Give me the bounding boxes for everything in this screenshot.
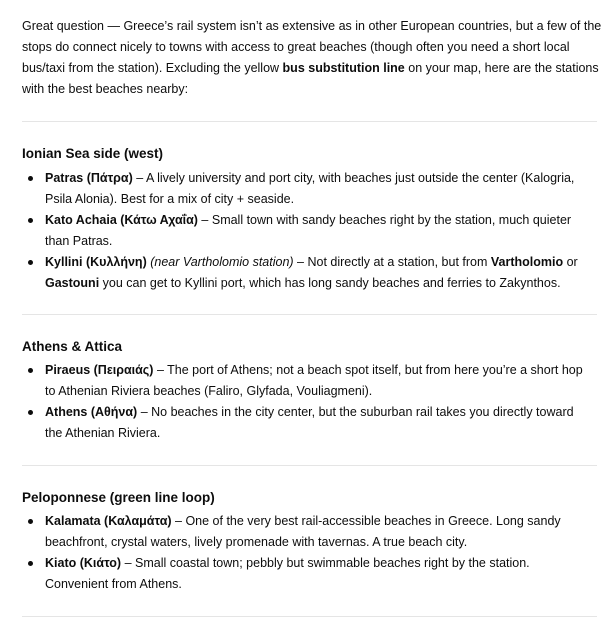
divider (22, 616, 597, 617)
list-item (22, 402, 594, 444)
list-item (22, 360, 594, 402)
intro-text-end: on your map, here are the stations with the best beaches nearby: (22, 61, 599, 96)
list-item (22, 210, 594, 252)
bullet-icon (28, 218, 33, 223)
section-title-peloponnese: Peloponnese (green line loop) (22, 490, 215, 505)
station-note: (near Vartholomio station) (146, 255, 294, 269)
bullet-icon (28, 260, 33, 265)
list-item (22, 252, 594, 294)
intro-paragraph (22, 16, 604, 100)
station-description: you can get to Kyllini port, which has long sandy beaches and ferries to Zakynthos. (99, 276, 561, 290)
station-name-gastouni: Gastouni (45, 276, 100, 290)
list-ionian (22, 168, 594, 294)
section-title-athens: Athens & Attica (22, 339, 123, 354)
station-name: Piraeus (Πειραιάς) (45, 363, 154, 377)
list-athens (22, 360, 594, 444)
intro-bold-text: bus substitution line (282, 61, 405, 75)
station-name: Kalamata (Καλαμάτα) (45, 514, 172, 528)
intro-text: Great question — Greece’s rail system isn’t as extensive as in other European countries, but a few of the stops do connect nicely to towns with access to great beaches (though often you need a short local bus/taxi from the station). Excluding the yellow (22, 19, 602, 75)
station-description: – One of the very best rail-accessible beaches in Greece. Long sandy beachfront, crystal waters, lively promenade with tavernas. A true beach city. (45, 514, 561, 549)
station-name: Kiato (Κιάτο) (45, 556, 122, 570)
station-description: – Not directly at a station, but from (293, 255, 491, 269)
bullet-icon (28, 519, 33, 524)
station-name: Kyllini (Κυλλήνη) (45, 255, 147, 269)
station-name-vartholomio: Vartholomio (490, 255, 564, 269)
list-item (22, 168, 594, 210)
bullet-icon (28, 368, 33, 373)
divider (22, 121, 597, 122)
list-peloponnese (22, 511, 594, 595)
divider (22, 314, 597, 315)
bullet-icon (28, 410, 33, 415)
station-description: – A lively university and port city, with beaches just outside the center (Kalogria, Psila Alonia). Best for a mix of city + seaside. (45, 171, 575, 206)
station-name: Patras (Πάτρα) (45, 171, 133, 185)
list-item (22, 553, 594, 595)
station-description: – The port of Athens; not a beach spot itself, but from here you’re a short hop to Athenian Riviera beaches (Faliro, Glyfada, Vouliagmeni). (45, 363, 583, 398)
section-title-ionian: Ionian Sea side (west) (22, 146, 164, 161)
station-description: or (563, 255, 578, 269)
divider (22, 465, 597, 466)
station-name: Kato Achaia (Κάτω Αχαΐα) (45, 213, 198, 227)
bullet-icon (28, 561, 33, 566)
station-description: – No beaches in the city center, but the suburban rail takes you directly toward the Athenian Riviera. (45, 405, 574, 440)
bullet-icon (28, 176, 33, 181)
list-item (22, 511, 594, 553)
station-description: – Small coastal town; pebbly but swimmable beaches right by the station. Convenient from Athens. (45, 556, 530, 591)
station-description: – Small town with sandy beaches right by the station, much quieter than Patras. (45, 213, 572, 248)
station-name: Athens (Αθήνα) (45, 405, 138, 419)
